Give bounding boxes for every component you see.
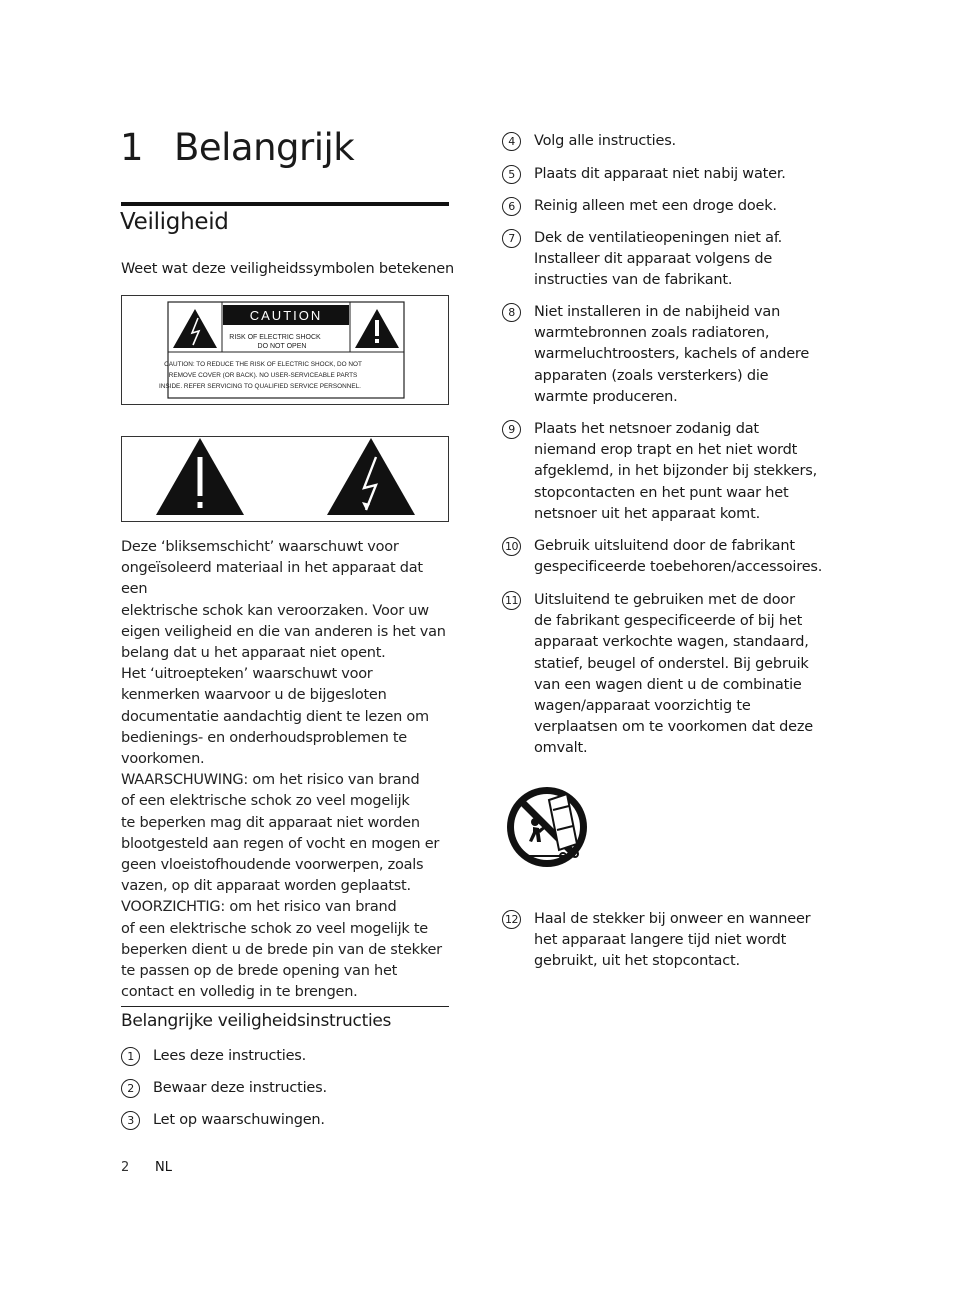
body-line: kenmerken waarvoor u de bijgesloten — [121, 687, 387, 704]
instruction-line: van een wagen dient u de combinatie — [534, 676, 802, 693]
instruction-line: Haal de stekker bij onweer en wanneer — [534, 911, 811, 927]
notice-line-2: REMOVE COVER (OR BACK). NO USER-SERVICEABLE PARTS — [168, 372, 358, 379]
instruction-number-badge: 2 — [121, 1079, 140, 1098]
cart-tipover-warning-icon — [505, 784, 589, 870]
instruction-line: Let op waarschuwingen. — [153, 1112, 325, 1128]
instruction-line: Volg alle instructies. — [534, 133, 676, 149]
body-line: voorkomen. — [121, 751, 205, 768]
instruction-line: apparaten (zoals versterkers) die — [534, 367, 769, 384]
instruction-line: warmte produceren. — [534, 388, 678, 405]
body-line: geen vloeistofhoudende voorwerpen, zoals — [121, 857, 424, 874]
body-line: te beperken mag dit apparaat niet worden — [121, 814, 420, 831]
instruction-number-badge: 8 — [502, 303, 521, 322]
body-line: Het ‘uitroepteken’ waarschuwt voor — [121, 666, 373, 683]
body-line: belang dat u het apparaat niet opent. — [121, 645, 386, 662]
instruction-text — [153, 1110, 325, 1131]
instruction-text — [534, 909, 810, 973]
instruction-line: Uitsluitend te gebruiken met de door — [534, 592, 795, 608]
instruction-line: Lees deze instructies. — [153, 1048, 307, 1064]
notice-line-3: INSIDE. REFER SERVICING TO QUALIFIED SERVICE PERSONNEL. — [159, 383, 361, 390]
body-line: documentatie aandachtig dient te lezen om — [121, 708, 429, 725]
instruction-line: de fabrikant gespecificeerde of bij het — [534, 613, 803, 630]
instruction-text — [534, 590, 813, 760]
body-line: of een elektrische schok zo veel mogelijk — [121, 793, 410, 810]
language-code: NL — [155, 1160, 172, 1175]
chapter-divider — [121, 202, 449, 206]
chapter-number: 1 — [120, 126, 144, 169]
instruction-line: Gebruik uitsluitend door de fabrikant — [534, 538, 795, 554]
body-line: bedienings- en onderhoudsproblemen te — [121, 729, 407, 746]
instruction-number-badge: 7 — [502, 229, 521, 248]
instruction-text — [534, 131, 676, 152]
instruction-number-badge: 11 — [502, 591, 521, 610]
instruction-number-badge: 10 — [502, 537, 521, 556]
instruction-number-badge: 3 — [121, 1111, 140, 1130]
instruction-line: Bewaar deze instructies. — [153, 1080, 327, 1096]
body-line: ongeïsoleerd materiaal in het apparaat dat een — [121, 560, 423, 598]
instruction-line: stopcontacten en het punt waar het — [534, 484, 789, 501]
instruction-line: Dek de ventilatieopeningen niet af. — [534, 230, 783, 246]
body-line: elektrische schok kan veroorzaken. Voor uw — [121, 602, 429, 619]
body-line: contact en volledig in te brengen. — [121, 984, 358, 1001]
body-line: vazen, op dit apparaat worden geplaatst. — [121, 878, 411, 895]
warning-symbols-box — [121, 436, 449, 522]
subsection-title: Belangrijke veiligheidsinstructies — [121, 1011, 392, 1031]
body-line: blootgesteld aan regen of vocht en mogen er — [121, 835, 440, 852]
body-line: VOORZICHTIG: om het risico van brand — [121, 899, 397, 916]
instruction-line: Installeer dit apparaat volgens de — [534, 251, 773, 268]
instruction-line: statief, beugel of onderstel. Bij gebruik — [534, 655, 809, 672]
caution-heading: CAUTION — [249, 308, 323, 323]
instruction-text — [534, 302, 809, 408]
instruction-number-badge: 9 — [502, 420, 521, 439]
risk-line-2: DO NOT OPEN — [257, 343, 307, 350]
chapter-title: Belangrijk — [174, 126, 355, 169]
instruction-line: verplaatsen om te voorkomen dat deze — [534, 719, 813, 736]
lightning-warning-icon — [173, 309, 217, 348]
instruction-line: Niet installeren in de nabijheid van — [534, 304, 781, 320]
body-line: WAARSCHUWING: om het risico van brand — [121, 772, 420, 789]
instruction-line: apparaat verkochte wagen, standaard, — [534, 634, 809, 651]
instruction-number-badge: 4 — [502, 132, 521, 151]
body-line: eigen veiligheid en die van anderen is het van — [121, 623, 446, 640]
instruction-line: Plaats dit apparaat niet nabij water. — [534, 166, 786, 182]
lightning-triangle-icon — [327, 438, 415, 515]
instruction-text — [534, 164, 786, 185]
instruction-text — [534, 536, 822, 578]
instruction-text — [153, 1078, 327, 1099]
body-line: of een elektrische schok zo veel mogelijk te — [121, 920, 428, 937]
instruction-line: het apparaat langere tijd niet wordt — [534, 932, 787, 949]
body-line: beperken dient u de brede pin van de stekker — [121, 941, 442, 958]
instruction-text — [534, 228, 782, 292]
instruction-line: warmeluchtroosters, kachels of andere — [534, 346, 810, 363]
exclamation-triangle-icon — [156, 438, 244, 515]
instruction-number-badge: 1 — [121, 1047, 140, 1066]
exclamation-warning-icon — [355, 309, 399, 348]
notice-line-1: CAUTION: TO REDUCE THE RISK OF ELECTRIC SHOCK, DO NOT — [164, 361, 362, 368]
instruction-number-badge: 12 — [502, 910, 521, 929]
section-title: Veiligheid — [120, 209, 229, 235]
instruction-line: wagen/apparaat voorzichtig te — [534, 698, 751, 715]
risk-line-1: RISK OF ELECTRIC SHOCK — [229, 334, 321, 341]
body-line: te passen op de brede opening van het — [121, 963, 398, 980]
instruction-text — [534, 419, 817, 525]
instruction-line: afgeklemd, in het bijzonder bij stekkers, — [534, 463, 818, 480]
instruction-line: netsnoer uit het apparaat komt. — [534, 505, 760, 522]
chapter-heading — [120, 126, 354, 169]
instruction-line: omvalt. — [534, 740, 588, 757]
instruction-text — [153, 1046, 306, 1067]
instruction-line: instructies van de fabrikant. — [534, 272, 733, 289]
instruction-line: Plaats het netsnoer zodanig dat — [534, 421, 759, 437]
instruction-number-badge: 6 — [502, 197, 521, 216]
instruction-line: niemand erop trapt en het niet wordt — [534, 442, 798, 459]
instruction-line: warmtebronnen zoals radiatoren, — [534, 325, 770, 342]
body-line: Deze ‘bliksemschicht’ waarschuwt voor — [121, 539, 399, 555]
instruction-number-badge: 5 — [502, 165, 521, 184]
page-number: 2 — [121, 1160, 130, 1175]
intro-text: Weet wat deze veiligheidssymbolen betekenen — [121, 261, 454, 277]
caution-label — [122, 296, 448, 404]
safety-body-text — [121, 537, 451, 1003]
caution-label-box — [121, 295, 449, 405]
instruction-line: gebruikt, uit het stopcontact. — [534, 953, 740, 970]
instruction-line: gespecificeerde toebehoren/accessoires. — [534, 559, 823, 576]
instruction-line: Reinig alleen met een droge doek. — [534, 198, 777, 214]
instruction-text — [534, 196, 777, 217]
subsection-divider — [121, 1006, 449, 1007]
